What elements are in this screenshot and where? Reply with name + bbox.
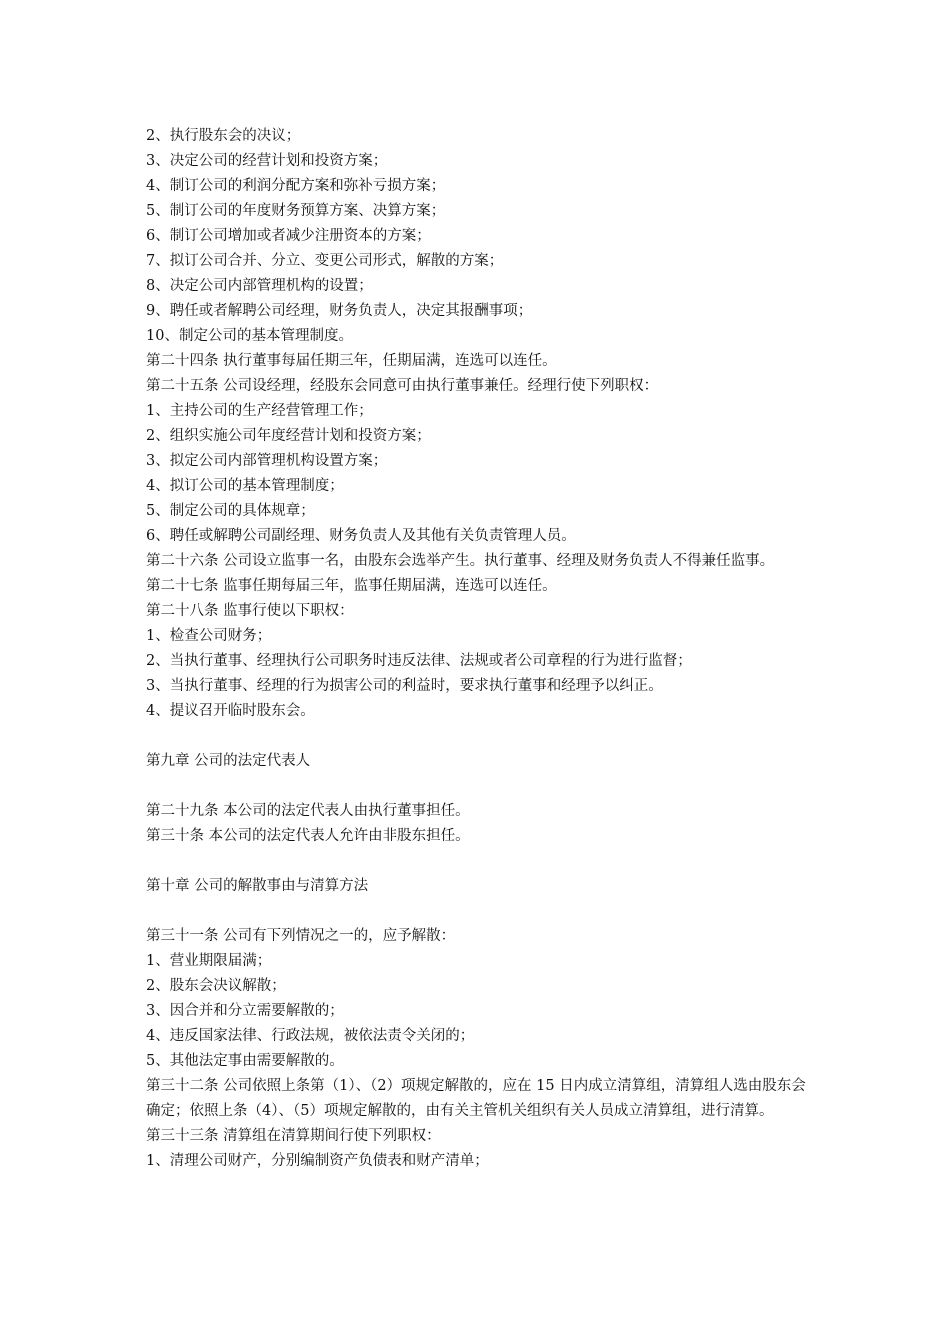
article-27: 第二十七条 监事任期每届三年，监事任期届满，连选可以连任。 (146, 578, 557, 594)
text-line: 4、违反国家法律、行政法规，被依法责令关闭的； (146, 1028, 475, 1044)
text-line: 5、制定公司的具体规章； (146, 503, 315, 519)
blank-line (146, 849, 816, 874)
text-line: 8、决定公司内部管理机构的设置； (146, 278, 373, 294)
text-line: 2、组织实施公司年度经营计划和投资方案； (146, 428, 431, 444)
article-33: 第三十三条 清算组在清算期间行使下列职权： (146, 1128, 441, 1144)
text-line: 3、拟定公司内部管理机构设置方案； (146, 453, 388, 469)
text-line: 3、因合并和分立需要解散的； (146, 1003, 344, 1019)
article-24: 第二十四条 执行董事每届任期三年，任期届满，连选可以连任。 (146, 353, 557, 369)
text-line: 2、当执行董事、经理执行公司职务时违反法律、法规或者公司章程的行为进行监督； (146, 653, 692, 669)
blank-line (146, 774, 816, 799)
article-30: 第三十条 本公司的法定代表人允许由非股东担任。 (146, 828, 470, 844)
text-line: 3、当执行董事、经理的行为损害公司的利益时，要求执行董事和经理予以纠正。 (146, 678, 663, 694)
article-28: 第二十八条 监事行使以下职权： (146, 603, 354, 619)
text-line: 6、聘任或解聘公司副经理、财务负责人及其他有关负责管理人员。 (146, 528, 576, 544)
article-29: 第二十九条 本公司的法定代表人由执行董事担任。 (146, 803, 470, 819)
text-line: 5、制订公司的年度财务预算方案、决算方案； (146, 203, 446, 219)
article-32: 第三十二条 公司依照上条第（1）、（2）项规定解散的，应在 15 日内成立清算组，清算组人选由股东会确定；依照上条（4）、（5）项规定解散的，由有关主管机关组织有关人员成立清算组，进行清算。 (146, 1078, 806, 1119)
text-line: 1、清理公司财产，分别编制资产负债表和财产清单； (146, 1153, 489, 1169)
article-31: 第三十一条 公司有下列情况之一的，应予解散： (146, 928, 456, 944)
document-body (146, 124, 816, 1174)
text-line: 1、营业期限届满； (146, 953, 272, 969)
text-line: 7、拟订公司合并、分立、变更公司形式，解散的方案； (146, 253, 504, 269)
blank-line (146, 899, 816, 924)
text-line: 1、检查公司财务； (146, 628, 272, 644)
text-line: 4、制订公司的利润分配方案和弥补亏损方案； (146, 178, 446, 194)
article-25: 第二十五条 公司设经理，经股东会同意可由执行董事兼任。经理行使下列职权： (146, 378, 659, 394)
text-line: 2、股东会决议解散； (146, 978, 286, 994)
text-line: 1、主持公司的生产经营管理工作； (146, 403, 373, 419)
article-26: 第二十六条 公司设立监事一名，由股东会选举产生。执行董事、经理及财务负责人不得兼任监事。 (146, 553, 775, 569)
text-line: 4、提议召开临时股东会。 (146, 703, 315, 719)
blank-line (146, 724, 816, 749)
chapter-10-heading: 第十章 公司的解散事由与清算方法 (146, 878, 369, 894)
chapter-9-heading: 第九章 公司的法定代表人 (146, 753, 311, 769)
text-line: 9、聘任或者解聘公司经理，财务负责人，决定其报酬事项； (146, 303, 533, 319)
text-line: 6、制订公司增加或者减少注册资本的方案； (146, 228, 431, 244)
text-line: 2、执行股东会的决议； (146, 128, 301, 144)
text-line: 4、拟订公司的基本管理制度； (146, 478, 344, 494)
text-line: 10、制定公司的基本管理制度。 (146, 328, 353, 344)
text-line: 3、决定公司的经营计划和投资方案； (146, 153, 388, 169)
text-line: 5、其他法定事由需要解散的。 (146, 1053, 344, 1069)
